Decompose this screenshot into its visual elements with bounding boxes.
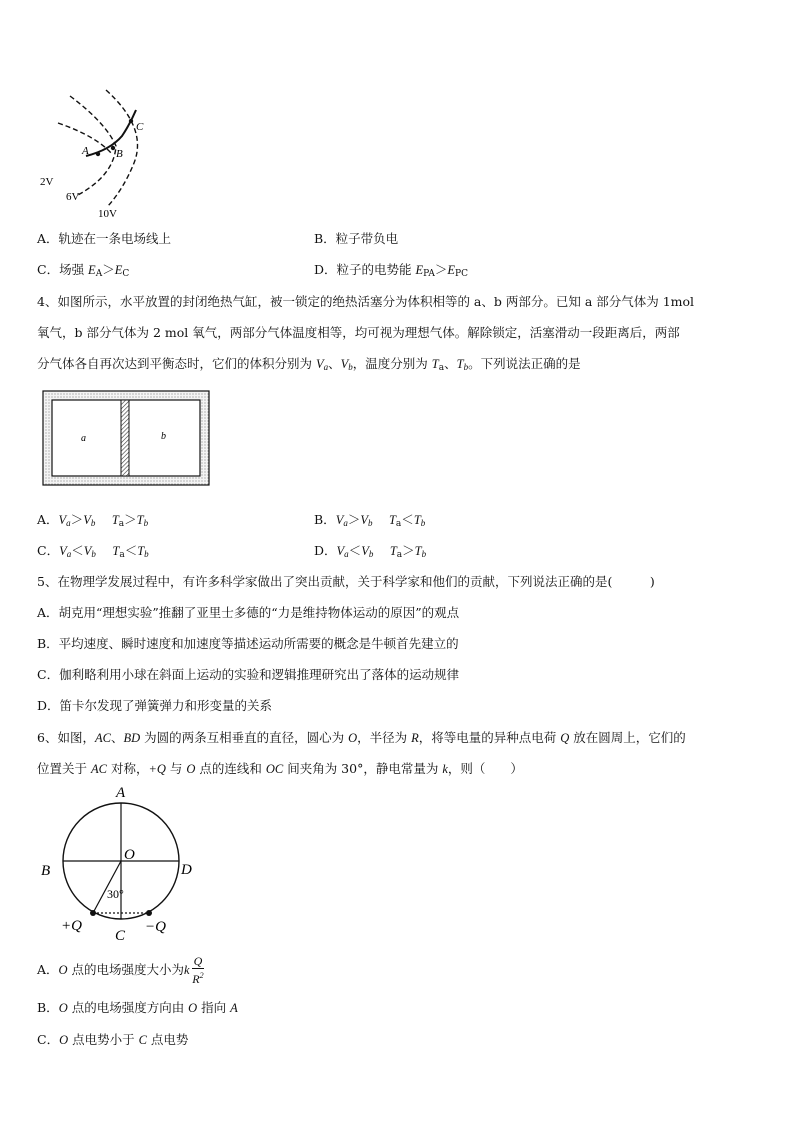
point-a [96, 152, 100, 156]
cylinder-figure [42, 390, 212, 488]
q3-option-b: B．粒子带负电 [314, 231, 399, 246]
q5-stem: 5、在物理学发展过程中，有许多科学家做出了突出贡献，关于科学家和他们的贡献，下列说法正确的是( ) [37, 574, 655, 589]
label-a: A [82, 145, 89, 157]
label-2v: 2V [40, 176, 54, 188]
chamber-a-label: a [81, 433, 86, 444]
label-c: C [136, 121, 144, 133]
q6-option-a: A．O 点的电场强度大小为k $\frac{Q}{R^2}$ [37, 954, 204, 986]
chamber-b-label: b [161, 431, 166, 442]
label-c: C [115, 928, 126, 944]
q3-option-c: C．场强 $E_A>E_C$ [37, 262, 130, 279]
q4-stem-line3: 分气体各自再次达到平衡态时，它们的体积分别为 $V_a$、$V_b$，温度分别为 $T_a$、$T_b$。下列说法正确的是 [37, 356, 581, 373]
q6-option-c: C．O 点电势小于 C 点电势 [37, 1032, 189, 1047]
q4-stem-line1: 4、如图所示，水平放置的封闭绝热气缸，被一锁定的绝热活塞分为体积相等的 a、b 两部分。已知 a 部分气体为 1mol [37, 294, 695, 309]
point-b [111, 146, 115, 150]
label-10v: 10V [98, 208, 117, 220]
charge-plus-q [90, 910, 96, 916]
q6-stem-line2: 位置关于 AC 对称，+Q 与 O 点的连线和 OC 间夹角为 30°，静电常量为 k，则（ ） [37, 761, 523, 776]
q3-option-a: A．轨迹在一条电场线上 [37, 231, 172, 246]
q4-stem-line2: 氧气，b 部分气体为 2 mol 氧气，两部分气体温度相等，均可视为理想气体。解除锁定，活塞滑动一段距离后，两部 [37, 325, 680, 340]
circle-figure [38, 780, 208, 945]
q4-option-d: D．$V_a<V_b$ $T_a>T_b$ [314, 543, 427, 560]
q6-stem-line1: 6、如图，AC、BD 为圆的两条互相垂直的直径，圆心为 O，半径为 R，将等电量的异种点电荷 Q 放在圆周上，它们的 [37, 730, 686, 745]
q5-option-a: A．胡克用“理想实验”推翻了亚里士多德的“力是维持物体运动的原因”的观点 [37, 605, 460, 620]
piston [121, 400, 129, 476]
label-6v: 6V [66, 191, 80, 203]
label-a: A [116, 785, 126, 801]
label-plus-q: +Q [61, 918, 82, 934]
label-minus-q: −Q [145, 919, 166, 935]
label-o: O [124, 847, 135, 863]
label-angle: 30° [107, 887, 124, 901]
point-c [129, 119, 133, 123]
fraction-q-over-r2: $\frac{Q}{R^2}$ [192, 954, 204, 986]
charge-minus-q [146, 910, 152, 916]
label-b: B [116, 148, 123, 160]
label-b: B [41, 863, 51, 879]
q5-option-c: C．伽利略利用小球在斜面上运动的实验和逻辑推理研究出了落体的运动规律 [37, 667, 460, 682]
q4-option-b: B．$V_a>V_b$ $T_a<T_b$ [314, 512, 426, 529]
q5-option-d: D．笛卡尔发现了弹簧弹力和形变量的关系 [37, 698, 273, 713]
label-d: D [181, 862, 192, 878]
q4-option-c: C．$V_a<V_b$ $T_a<T_b$ [37, 543, 149, 560]
q5-option-b: B．平均速度、瞬时速度和加速度等描述运动所需要的概念是牛顿首先建立的 [37, 636, 459, 651]
q3-option-d: D．粒子的电势能 $E_{PA}>E_{PC}$ [314, 262, 468, 279]
equipotential-figure [36, 88, 156, 223]
q6-option-b: B．O 点的电场强度方向由 O 指向 A [37, 1000, 238, 1015]
q4-option-a: A．$V_a>V_b$ $T_a>T_b$ [37, 512, 149, 529]
